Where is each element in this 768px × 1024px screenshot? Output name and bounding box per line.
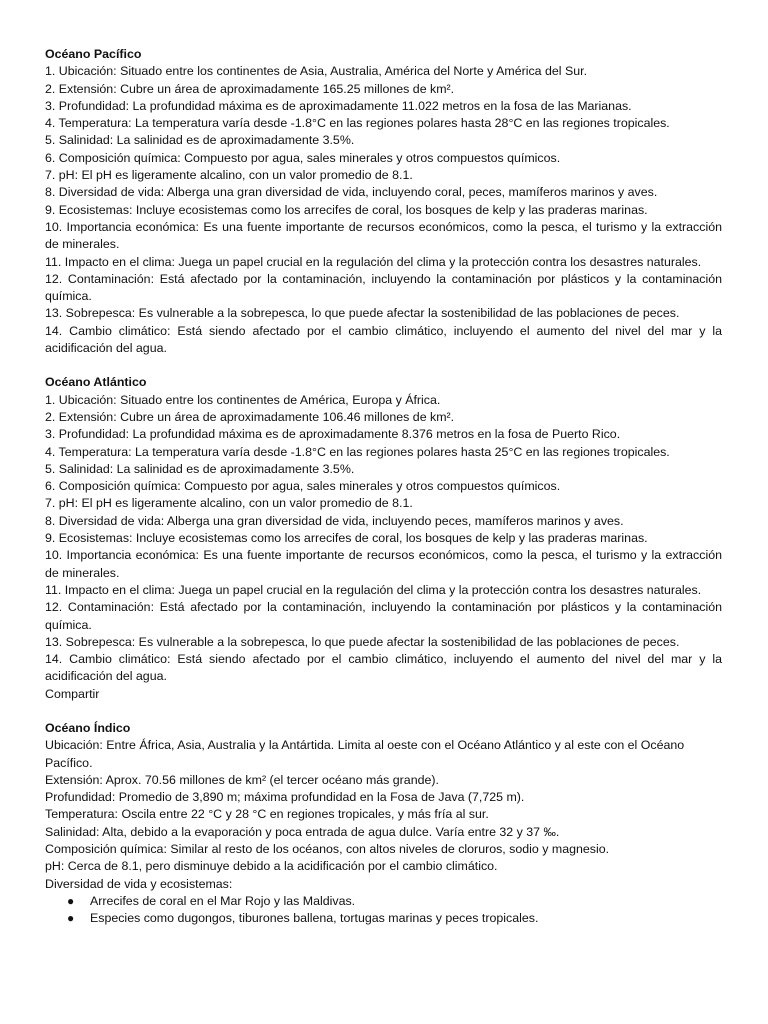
section-title: Océano Pacífico [45, 47, 142, 61]
list-item: 1. Ubicación: Situado entre los continentes de Asia, Australia, América del Norte y América del Sur. [45, 64, 588, 79]
list-item: 12. Contaminación: Está afectado por la contaminación, incluyendo la contaminación por plásticos y la contaminación química. [45, 271, 722, 304]
list-item: 10. Importancia económica: Es una fuente importante de recursos económicos, como la pesca, el turismo y la extracción de minerales. [45, 548, 722, 580]
list-item: 11. Impacto en el clima: Juega un papel crucial en la regulación del clima y la protección contra los desastres naturales. [45, 254, 702, 269]
paragraph-line: Composición química: Similar al resto de los océanos, con altos niveles de cloruros, sodio y magnesio. [45, 842, 610, 857]
list-item: 6. Composición química: Compuesto por agua, sales minerales y otros compuestos químicos. [45, 150, 561, 165]
list-item: 11. Impacto en el clima: Juega un papel crucial en la regulación del clima y la protección contra los desastres naturales. [45, 582, 702, 597]
list-item: 2. Extensión: Cubre un área de aproximadamente 106.46 millones de km². [45, 409, 455, 424]
paragraph-line: Ubicación: Entre África, Asia, Australia y la Antártida. Limita al oeste con el Océano Atlántico y al este con el Océano Pacífico. [45, 738, 685, 770]
paragraph-line: Temperatura: Oscila entre 22 °C y 28 °C en regiones tropicales, y más fría al sur. [45, 807, 489, 822]
document-page [45, 46, 722, 928]
list-item: 6. Composición química: Compuesto por agua, sales minerales y otros compuestos químicos. [45, 479, 561, 494]
section-title: Océano Índico [45, 720, 131, 735]
bullet-text: Arrecifes de coral en el Mar Rojo y las Maldivas. [90, 893, 356, 908]
list-item: 4. Temperatura: La temperatura varía desde -1.8°C en las regiones polares hasta 25°C en las regiones tropicales. [45, 444, 670, 459]
list-item: 9. Ecosistemas: Incluye ecosistemas como los arrecifes de coral, los bosques de kelp y las praderas marinas. [45, 202, 648, 217]
list-item: 5. Salinidad: La salinidad es de aproximadamente 3.5%. [45, 133, 355, 148]
bullet-list [45, 893, 722, 928]
list-item: 12. Contaminación: Está afectado por la contaminación, incluyendo la contaminación por plásticos y la contaminación química. [45, 600, 722, 632]
paragraph-line: Diversidad de vida y ecosistemas: [45, 876, 233, 891]
list-item: 8. Diversidad de vida: Alberga una gran diversidad de vida, incluyendo peces, mamíferos marinos y aves. [45, 513, 624, 528]
list-item: 14. Cambio climático: Está siendo afectado por el cambio climático, incluyendo el aumento del nivel del mar y la acidificación del agua. [45, 652, 722, 684]
list-item: 4. Temperatura: La temperatura varía desde -1.8°C en las regiones polares hasta 28°C en las regiones tropicales. [45, 116, 670, 131]
bullet-text: Especies como dugongos, tiburones ballena, tortugas marinas y peces tropicales. [90, 911, 539, 926]
bullet-icon: ● [67, 893, 75, 908]
list-item: 9. Ecosistemas: Incluye ecosistemas como los arrecifes de coral, los bosques de kelp y las praderas marinas. [45, 531, 648, 546]
list-item: 2. Extensión: Cubre un área de aproximadamente 165.25 millones de km². [45, 81, 455, 96]
section-pacifico [45, 46, 722, 357]
bullet-item [45, 893, 722, 910]
bullet-item [45, 910, 722, 927]
paragraph-line: Salinidad: Alta, debido a la evaporación y poca entrada de agua dulce. Varía entre 32 y 37 ‰. [45, 824, 560, 839]
list-item: 10. Importancia económica: Es una fuente importante de recursos económicos, como la pesca, el turismo y la extracción de minerales. [45, 219, 722, 252]
list-item: 14. Cambio climático: Está siendo afectado por el cambio climático, incluyendo el aumento del nivel del mar y la acidificación del agua. [45, 323, 722, 356]
list-item: 7. pH: El pH es ligeramente alcalino, con un valor promedio de 8.1. [45, 168, 413, 183]
list-item: 3. Profundidad: La profundidad máxima es de aproximadamente 8.376 metros en la fosa de Puerto Rico. [45, 427, 621, 442]
section-title: Océano Atlántico [45, 375, 147, 390]
section-indico [45, 720, 722, 928]
bullet-icon: ● [67, 911, 75, 926]
paragraph-line: Profundidad: Promedio de 3,890 m; máxima profundidad en la Fosa de Java (7,725 m). [45, 790, 525, 805]
list-item: 5. Salinidad: La salinidad es de aproximadamente 3.5%. [45, 461, 355, 476]
list-item: 3. Profundidad: La profundidad máxima es de aproximadamente 11.022 metros en la fosa de las Marianas. [45, 98, 632, 113]
section-atlantico [45, 374, 722, 703]
paragraph-line: Extensión: Aprox. 70.56 millones de km² (el tercer océano más grande). [45, 772, 439, 787]
list-item: 8. Diversidad de vida: Alberga una gran diversidad de vida, incluyendo coral, peces, mamíferos marinos y aves. [45, 185, 658, 200]
share-text: Compartir [45, 686, 100, 701]
list-item: 7. pH: El pH es ligeramente alcalino, con un valor promedio de 8.1. [45, 496, 413, 511]
list-item: 13. Sobrepesca: Es vulnerable a la sobrepesca, lo que puede afectar la sostenibilidad de las poblaciones de peces. [45, 306, 680, 321]
paragraph-line: pH: Cerca de 8.1, pero disminuye debido a la acidificación por el cambio climático. [45, 859, 498, 874]
list-item: 13. Sobrepesca: Es vulnerable a la sobrepesca, lo que puede afectar la sostenibilidad de las poblaciones de peces. [45, 634, 680, 649]
list-item: 1. Ubicación: Situado entre los continentes de América, Europa y África. [45, 392, 441, 407]
